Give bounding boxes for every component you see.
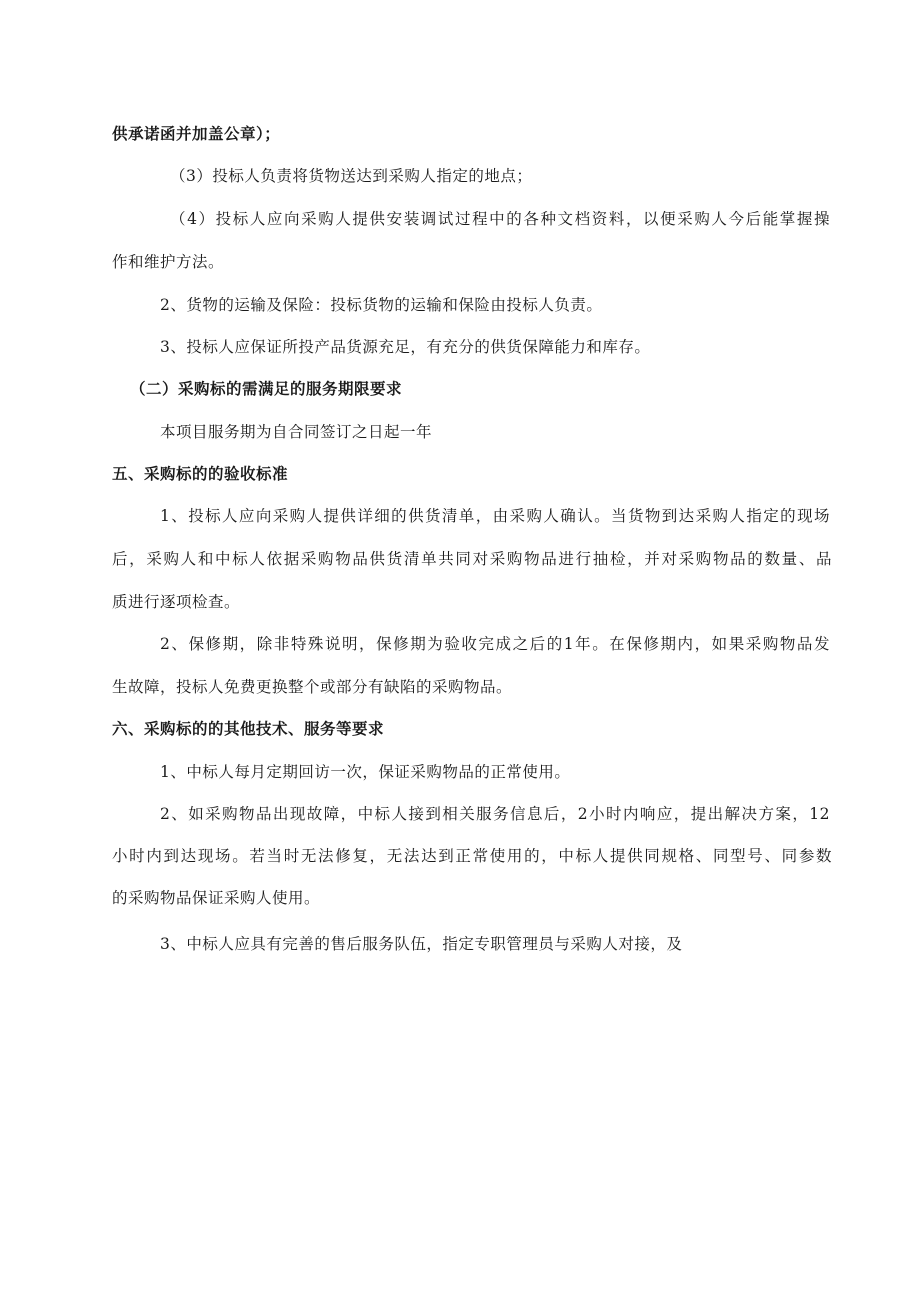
text-line-18: 小时内到达现场。若当时无法修复，无法达到正常使用的，中标人提供同规格、同型号、同参数 (112, 847, 832, 865)
text-line-3: （4）投标人应向采购人提供安装调试过程中的各种文档资料，以便采购人今后能掌握操 (170, 210, 830, 228)
text-line-1: 供承诺函并加盖公章）； (112, 124, 281, 143)
text-line-20: 3、中标人应具有完善的售后服务队伍，指定专职管理员与采购人对接，及 (160, 935, 683, 953)
text-line-14: 生故障，投标人免费更换整个或部分有缺陷的采购物品。 (112, 678, 513, 696)
section-heading-service-period: （二）采购标的需满足的服务期限要求 (130, 379, 403, 398)
text-line-13: 2、保修期，除非特殊说明，保修期为验收完成之后的1年。在保修期内，如果采购物品发 (160, 635, 830, 653)
text-line-10: 1、投标人应向采购人提供详细的供货清单，由采购人确认。当货物到达采购人指定的现场 (160, 507, 830, 525)
text-line-17: 2、如采购物品出现故障，中标人接到相关服务信息后，2小时内响应，提出解决方案，12 (160, 805, 830, 823)
text-line-4: 作和维护方法。 (112, 253, 225, 271)
text-line-2: （3）投标人负责将货物送达到采购人指定的地点； (170, 167, 533, 185)
text-line-8: 本项目服务期为自合同签订之日起一年 (160, 423, 433, 441)
text-line-5: 2、货物的运输及保险：投标货物的运输和保险由投标人负责。 (160, 296, 603, 314)
section-heading-6: 六、采购标的的其他技术、服务等要求 (112, 719, 385, 738)
text-line-6: 3、投标人应保证所投产品货源充足，有充分的供货保障能力和库存。 (160, 338, 651, 356)
text-line-19: 的采购物品保证采购人使用。 (112, 889, 321, 907)
text-line-11: 后，采购人和中标人依据采购物品供货清单共同对采购物品进行抽检，并对采购物品的数量、品 (112, 550, 832, 568)
text-line-16: 1、中标人每月定期回访一次，保证采购物品的正常使用。 (160, 763, 571, 781)
section-heading-5: 五、采购标的的验收标准 (112, 464, 289, 483)
text-line-12: 质进行逐项检查。 (112, 593, 241, 611)
